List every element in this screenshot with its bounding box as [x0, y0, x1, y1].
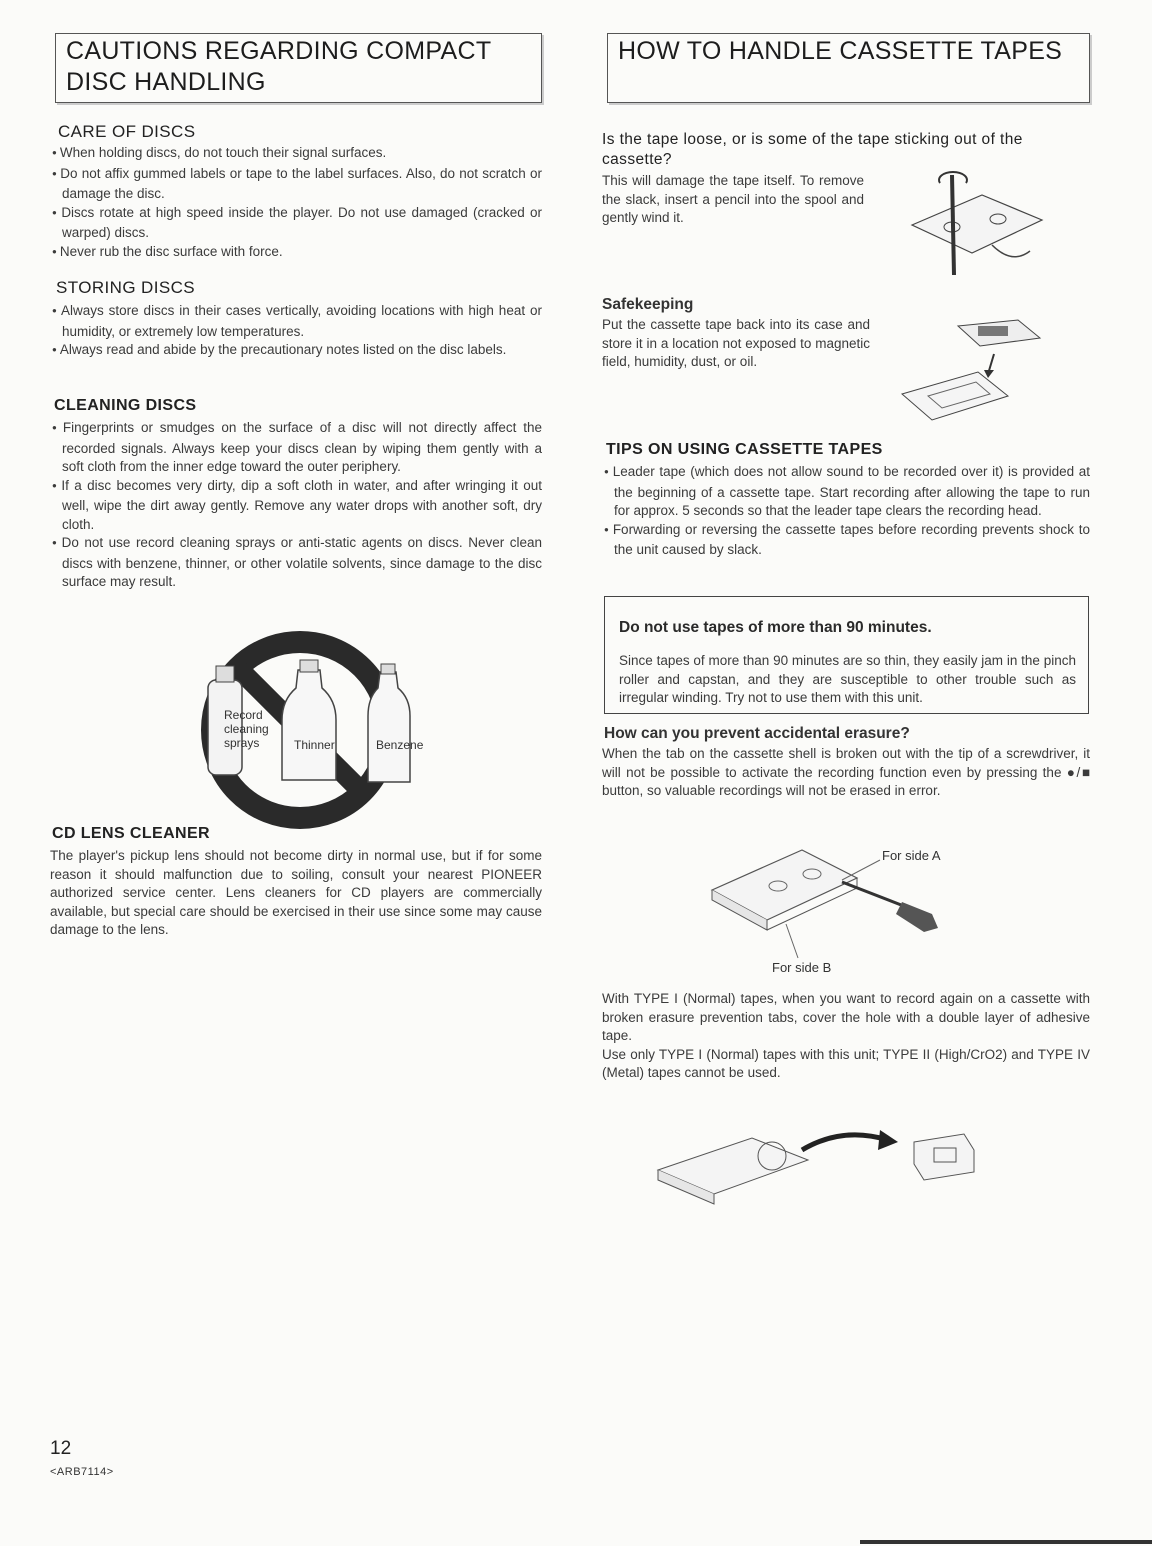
- list-item: ● If a disc becomes very dirty, dip a soft cloth in water, and after wringing it out well, wipe the dirt away gently. Remove any water drops with another soft, dry cloth.: [50, 477, 542, 535]
- list-item: ● Do not use record cleaning sprays or anti-static agents on discs. Never clean discs with benzene, thinner, or other volatile solvents, since damage to the disc surface may result.: [50, 534, 542, 592]
- record-label: Record: [224, 708, 263, 722]
- bottom-rule: [860, 1540, 1152, 1544]
- lens-cleaner-heading: CD LENS CLEANER: [52, 825, 211, 842]
- cleaning-label: cleaning: [224, 722, 269, 736]
- pencil-cassette-icon: [902, 165, 1052, 283]
- side-b-label: For side B: [772, 960, 832, 975]
- document-code: <ARB7114>: [50, 1466, 114, 1478]
- pencil-winding-illustration: [902, 165, 1052, 283]
- type-note-text-1: With TYPE I (Normal) tapes, when you want to record again on a cassette with broken erasure prevention tabs, cover the hole with a double layer of adhesive tape.: [602, 991, 1090, 1043]
- notice-heading: Do not use tapes of more than 90 minutes.: [619, 618, 932, 636]
- loose-tape-text: This will damage the tape itself. To remove the slack, insert a pencil into the spool and gently wind it.: [602, 173, 864, 225]
- type-note-text-2: Use only TYPE I (Normal) tapes with this unit; TYPE II (High/CrO2) and TYPE IV (Metal) tapes cannot be used.: [602, 1046, 1090, 1080]
- storing-discs-heading: STORING DISCS: [56, 278, 196, 297]
- ninety-minute-notice: [604, 596, 1089, 714]
- tips-section: [602, 440, 1090, 560]
- loose-tape-question: Is the tape loose, or is some of the tape sticking out of the cassette?: [602, 131, 1023, 168]
- cleaning-discs-heading: CLEANING DISCS: [54, 397, 197, 414]
- cassette-title: HOW TO HANDLE CASSETTE TAPES: [618, 37, 1063, 65]
- list-item: ● Always read and abide by the precautionary notes listed on the disc labels.: [50, 341, 542, 362]
- storing-discs-list: [50, 302, 542, 362]
- care-of-discs-list: [50, 144, 542, 263]
- thinner-label: Thinner: [294, 738, 335, 752]
- cassette-tab-arrow-icon: [652, 1120, 992, 1230]
- tips-list: [602, 463, 1090, 560]
- safekeeping-heading: Safekeeping: [602, 296, 694, 313]
- cleaning-discs-section: [50, 396, 542, 592]
- erasure-heading: How can you prevent accidental erasure?: [604, 725, 910, 742]
- no-solvents-illustration: [170, 630, 430, 830]
- list-item: ● Do not affix gummed labels or tape to the label surfaces. Also, do not scratch or damage the disc.: [50, 165, 542, 204]
- side-a-label: For side A: [882, 848, 941, 863]
- erasure-text: When the tab on the cassette shell is broken out with the tip of a screwdriver, it will not be possible to activate the recording function even by pressing the ●/■ button, so valuable recordings will not be erased in error.: [602, 746, 1090, 798]
- screwdriver-cassette-icon: [692, 840, 1012, 980]
- sprays-label: sprays: [224, 736, 260, 750]
- cleaning-discs-list: [50, 419, 542, 592]
- lens-cleaner-text: The player's pickup lens should not become dirty in normal use, but if for some reason it should malfunction due to soiling, consult your nearest PIONEER authorized service center. Lens cleaners for CD players are commercially available, but special care should be exercised in their use since some may cause damage to the lens.: [50, 848, 542, 937]
- cassette-case-icon: [898, 312, 1048, 430]
- list-item: ● Forwarding or reversing the cassette tapes before recording prevents shock to the unit caused by slack.: [602, 521, 1090, 560]
- storage-case-illustration: [898, 312, 1048, 430]
- list-item: ● Never rub the disc surface with force.: [50, 243, 542, 264]
- care-of-discs-heading: CARE OF DISCS: [58, 122, 196, 141]
- list-item: ● Always store discs in their cases vertically, avoiding locations with high heat or humidity, or extremely low temperatures.: [50, 302, 542, 341]
- tips-heading: TIPS ON USING CASSETTE TAPES: [606, 441, 883, 458]
- cd-handling-title: CAUTIONS REGARDING COMPACT DISC HANDLING: [66, 37, 491, 96]
- cassette-title-box: [607, 33, 1090, 103]
- list-item: ● When holding discs, do not touch their signal surfaces.: [50, 144, 542, 165]
- lens-cleaner-section: [50, 824, 542, 940]
- storing-discs-section: [50, 278, 542, 362]
- care-of-discs-section: [50, 122, 542, 263]
- page-number: 12: [50, 1438, 72, 1459]
- benzene-label: Benzene: [376, 738, 424, 752]
- list-item: ● Leader tape (which does not allow sound to be recorded over it) is provided at the beginning of a cassette tape. Start recording after allowing the tape to run for approx. 5 seconds so that the leader tape clears the recording head.: [602, 463, 1090, 521]
- cd-handling-title-box: [55, 33, 542, 103]
- list-item: ● Fingerprints or smudges on the surface of a disc will not directly affect the recorded signals. Always keep your discs clean by wiping them gently with a soft cloth from the inner edge toward the outer periphery.: [50, 419, 542, 477]
- type-note-section: [602, 990, 1090, 1083]
- prohibition-sign-icon: [170, 630, 430, 830]
- list-item: ● Discs rotate at high speed inside the player. Do not use damaged (cracked or warped) discs.: [50, 204, 542, 243]
- safekeeping-text: Put the cassette tape back into its case and store it in a location not exposed to magnetic field, humidity, dust, or oil.: [602, 317, 870, 369]
- adhesive-tape-illustration: [652, 1120, 992, 1230]
- erasure-section: [602, 723, 1090, 801]
- screwdriver-tab-illustration: [692, 840, 1012, 980]
- notice-text: Since tapes of more than 90 minutes are so thin, they easily jam in the pinch roller and capstan, and they are susceptible to other trouble such as irregular winding. Try not to use them with this unit.: [619, 653, 1076, 705]
